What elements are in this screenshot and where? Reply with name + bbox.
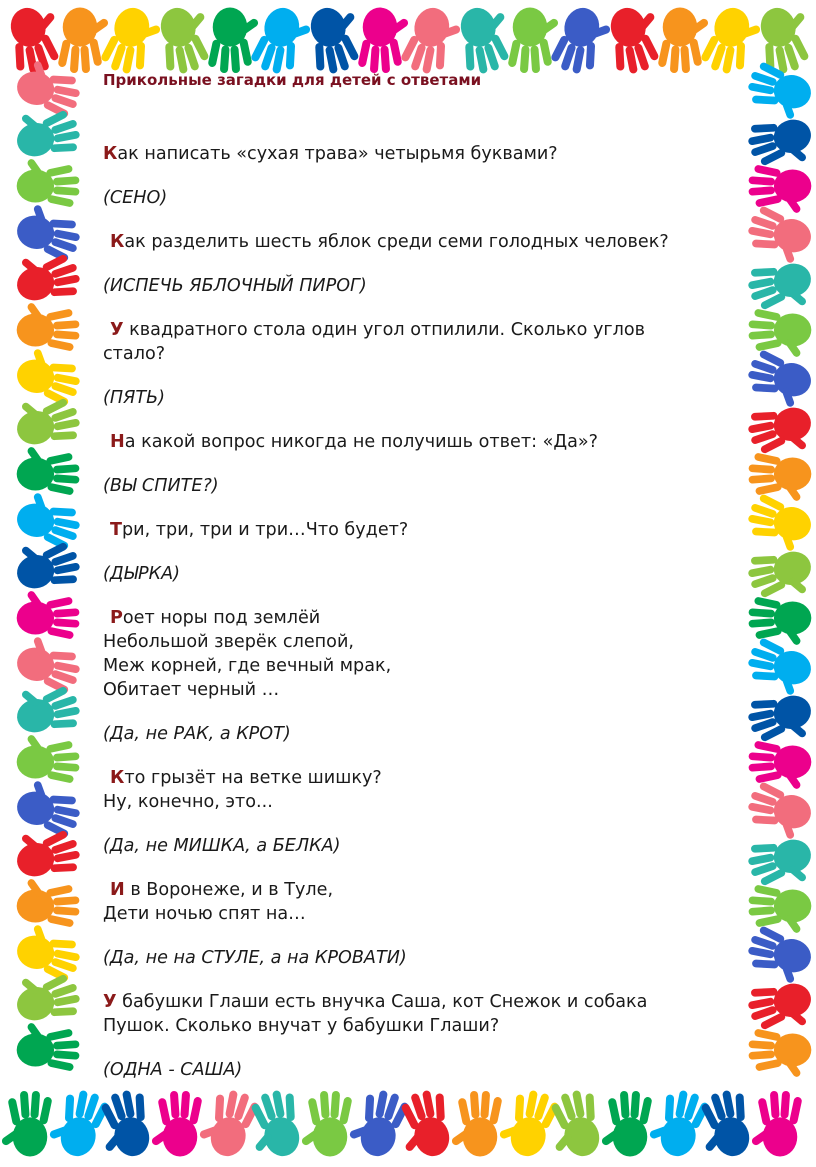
handprint-icon	[12, 200, 86, 264]
handprint-icon	[507, 8, 559, 74]
handprint-icon	[742, 347, 816, 411]
handprint-icon	[91, 1086, 158, 1163]
handprint-icon	[17, 446, 80, 496]
riddle-text: Ну, конечно, это...	[103, 792, 273, 812]
question-line	[103, 230, 743, 254]
handprint-icon	[748, 308, 811, 358]
handprint-icon	[645, 1084, 712, 1161]
handprint-icon	[744, 399, 816, 463]
handprint-icon	[45, 1084, 112, 1161]
riddle-text: Дети ночью спят на…	[103, 904, 306, 924]
handprint-icon	[357, 8, 409, 74]
riddle-answer: (ДЫРКА)	[103, 564, 181, 584]
riddle-question	[103, 230, 743, 254]
riddle-first-letter: Т	[110, 520, 123, 540]
handprint-icon	[744, 543, 816, 607]
riddle-text: Небольшой зверёк слепой,	[103, 632, 354, 652]
riddle-text: квадратного стола один угол отпилили. Сколько углов	[123, 320, 645, 340]
riddle-text: то грызёт на ветке шишку?	[124, 768, 382, 788]
riddle-block	[103, 318, 743, 430]
handprint-icon	[57, 8, 109, 74]
handprint-icon	[742, 923, 816, 987]
riddle-question	[103, 878, 743, 926]
riddle-first-letter: Н	[110, 432, 125, 452]
riddle-answer: (Да, не МИШКА, а БЕЛКА)	[103, 836, 341, 856]
handprint-icon	[495, 1084, 562, 1161]
riddle-question	[103, 318, 743, 366]
question-line	[103, 902, 743, 926]
handprint-icon	[207, 8, 259, 74]
handprint-icon	[150, 1091, 202, 1157]
handprint-icon	[10, 101, 84, 165]
riddle-text: ак разделить шесть яблок среди семи голодных человек?	[124, 232, 669, 252]
handprint-icon	[345, 1084, 412, 1161]
handprint-icon	[17, 734, 80, 784]
handprint-icon	[748, 164, 811, 214]
handprint-icon	[195, 1084, 262, 1161]
handprint-icon	[744, 111, 816, 175]
riddle-first-letter: К	[110, 232, 125, 252]
riddle-question	[103, 518, 743, 542]
question-line	[103, 1014, 743, 1038]
riddle-question	[103, 606, 743, 702]
handprint-icon	[17, 302, 80, 352]
handprint-icon	[10, 965, 84, 1029]
page-title: Прикольные загадки для детей с ответами	[103, 71, 482, 89]
question-line	[103, 430, 743, 454]
riddle-block	[103, 230, 743, 318]
handprint-icon	[742, 203, 816, 267]
riddle-text: Обитает черный …	[103, 680, 280, 700]
riddle-text: стало?	[103, 344, 166, 364]
riddle-block	[103, 142, 743, 230]
riddle-list	[103, 142, 743, 1082]
handprint-icon	[10, 821, 84, 885]
question-line	[103, 518, 743, 542]
riddle-answer: (ИСПЕЧЬ ЯБЛОЧНЫЙ ПИРОГ)	[103, 276, 367, 296]
riddle-answer: (СЕНО)	[103, 188, 168, 208]
riddle-text: Меж корней, где вечный мрак,	[103, 656, 392, 676]
riddle-text: в Воронеже, и в Туле,	[124, 880, 334, 900]
handprint-icon	[12, 776, 86, 840]
handprint-icon	[600, 1091, 652, 1157]
question-line	[103, 142, 743, 166]
riddle-first-letter: Р	[110, 608, 123, 628]
riddle-block	[103, 878, 743, 990]
handprint-icon	[300, 1091, 352, 1157]
riddle-first-letter: У	[103, 992, 117, 1012]
riddle-text: ри, три, три и три…Что будет?	[122, 520, 409, 540]
handprint-icon	[744, 687, 816, 751]
handprint-icon	[10, 245, 84, 309]
handprint-icon	[12, 344, 86, 408]
handprint-icon	[748, 740, 811, 790]
handprint-icon	[0, 1091, 52, 1157]
riddle-text: ак написать «сухая трава» четырьмя буквами?	[117, 144, 558, 164]
riddle-first-letter: У	[110, 320, 124, 340]
handprint-icon	[744, 831, 816, 895]
riddle-text: бабушки Глаши есть внучка Саша, кот Снежок и собака	[116, 992, 648, 1012]
handprint-icon	[151, 1, 218, 78]
riddle-answer: (Да, не РАК, а КРОТ)	[103, 724, 291, 744]
riddle-question	[103, 990, 743, 1038]
handprint-icon	[10, 533, 84, 597]
riddle-answer: (Да, не на СТУЛЕ, а на КРОВАТИ)	[103, 948, 407, 968]
riddle-block	[103, 430, 743, 518]
handprint-icon	[742, 491, 816, 555]
riddle-text: оет норы под землёй	[122, 608, 321, 628]
handprint-icon	[12, 632, 86, 696]
riddle-question	[103, 766, 743, 814]
riddle-question	[103, 430, 743, 454]
handprint-icon	[10, 389, 84, 453]
question-line	[103, 654, 743, 678]
handprint-icon	[748, 452, 811, 502]
handprint-icon	[450, 1091, 502, 1157]
riddle-first-letter: К	[103, 144, 118, 164]
riddle-text: Пушок. Сколько внучат у бабушки Глаши?	[103, 1016, 500, 1036]
handprint-icon	[657, 8, 709, 74]
riddle-first-letter: К	[110, 768, 125, 788]
riddle-block	[103, 518, 743, 606]
handprint-icon	[748, 884, 811, 934]
question-line	[103, 878, 743, 902]
handprint-icon	[744, 975, 816, 1039]
question-line	[103, 342, 743, 366]
riddle-block	[103, 606, 743, 766]
handprint-icon	[742, 635, 816, 699]
riddle-text: а какой вопрос никогда не получишь ответ: «Да»?	[124, 432, 598, 452]
question-line	[103, 990, 743, 1014]
handprint-icon	[17, 590, 80, 640]
handprint-icon	[451, 1, 518, 78]
handprint-icon	[12, 488, 86, 552]
handprint-icon	[391, 1086, 458, 1163]
question-line	[103, 630, 743, 654]
handprint-icon	[742, 59, 816, 123]
document-content	[103, 69, 743, 1082]
handprint-icon	[10, 677, 84, 741]
handprint-icon	[12, 920, 86, 984]
riddle-answer: (ВЫ СПИТЕ?)	[103, 476, 219, 496]
question-line	[103, 606, 743, 630]
riddle-question	[103, 142, 743, 166]
handprint-icon	[17, 158, 80, 208]
handprint-icon	[750, 1091, 802, 1157]
handprint-icon	[541, 1086, 608, 1163]
handprint-icon	[748, 1028, 811, 1078]
handprint-icon	[691, 1086, 758, 1163]
handprint-icon	[744, 255, 816, 319]
question-line	[103, 318, 743, 342]
question-line	[103, 678, 743, 702]
riddle-answer: (ОДНА - САША)	[103, 1060, 243, 1080]
handprint-icon	[17, 878, 80, 928]
question-line	[103, 766, 743, 790]
question-line	[103, 790, 743, 814]
handprint-icon	[17, 1022, 80, 1072]
riddle-first-letter: И	[110, 880, 125, 900]
handprint-icon	[301, 1, 368, 78]
handprint-icon	[742, 779, 816, 843]
handprint-icon	[601, 1, 668, 78]
riddle-answer: (ПЯТЬ)	[103, 388, 165, 408]
riddle-block	[103, 990, 743, 1082]
handprint-icon	[241, 1086, 308, 1163]
riddle-block	[103, 766, 743, 878]
handprint-icon	[748, 596, 811, 646]
